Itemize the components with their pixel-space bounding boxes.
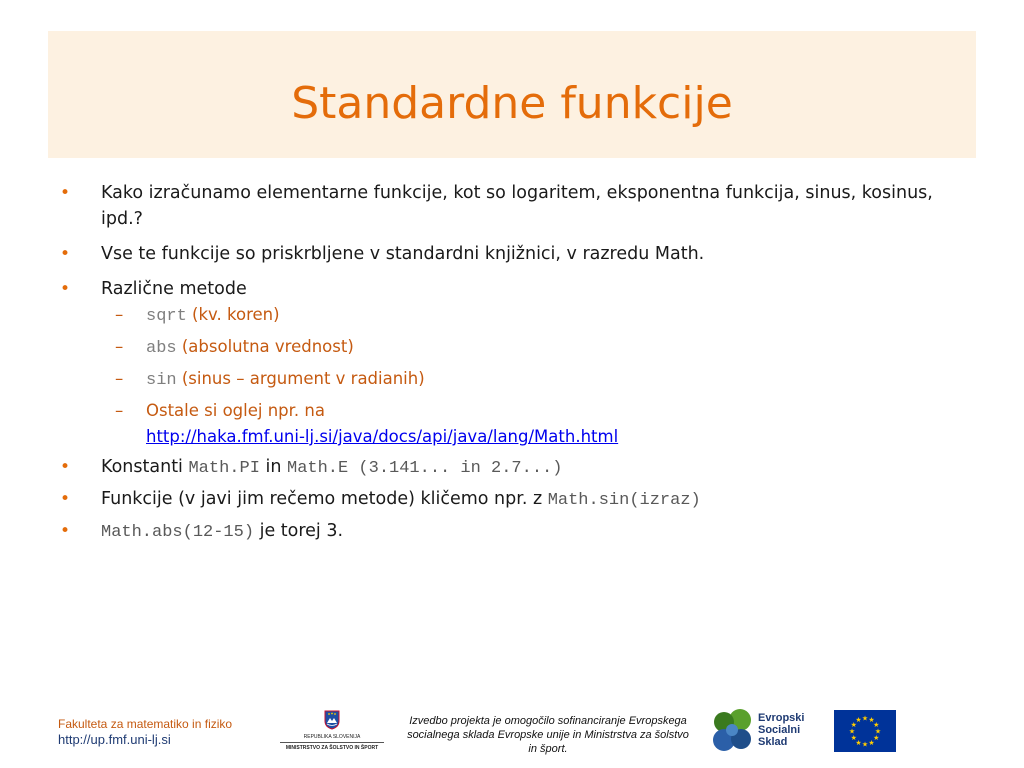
eu-star-icon: ★ xyxy=(861,741,869,749)
eu-star-icon: ★ xyxy=(873,735,880,742)
bullet-item xyxy=(60,518,980,546)
eu-star-icon: ★ xyxy=(861,715,869,723)
bullet-item xyxy=(60,241,980,267)
funding-notice: Izvedbo projekta je omogočilo sofinanciranje Evropskega socialnega sklada Evropske unije in Ministrstva za šolstvo in šport. xyxy=(407,715,689,755)
bullet-dot-icon: • xyxy=(60,521,71,541)
sub-bullet-item xyxy=(101,334,980,362)
sub-bullet-text: (absolutna vrednost) xyxy=(176,337,354,356)
bullet-dot-icon: • xyxy=(60,279,71,299)
math-docs-link[interactable]: http://haka.fmf.uni-lj.si/java/docs/api/java/lang/Math.html xyxy=(146,427,619,446)
dash-icon: – xyxy=(115,337,124,356)
bullet-text: Vse te funkcije so priskrbljene v standardni knjižnici, v razredu Math. xyxy=(101,244,705,264)
code-sin: sin xyxy=(146,371,177,390)
sub-bullet-list xyxy=(101,302,980,450)
bullet-text: Kako izračunamo elementarne funkcije, kot so logaritem, eksponentna funkcija, sinus, kosinus, ipd.? xyxy=(101,183,933,229)
slide-title: Standardne funkcije xyxy=(291,78,733,129)
sub-bullet-text: Ostale si oglej npr. na xyxy=(146,401,325,420)
ministry-line1: REPUBLIKA SLOVENIJA xyxy=(303,734,361,740)
bullet-text: Funkcije (v javi jim rečemo metode) kličemo npr. z xyxy=(101,489,548,509)
eu-star-icon: ★ xyxy=(874,728,882,736)
faculty-footer xyxy=(58,716,232,748)
bullet-list xyxy=(60,180,980,546)
code-abs: abs xyxy=(146,339,177,358)
bullet-dot-icon: • xyxy=(60,489,71,509)
bullet-item xyxy=(60,486,980,514)
bullet-text: Različne metode xyxy=(101,279,247,299)
dash-icon: – xyxy=(115,305,124,324)
ess-emblem-icon xyxy=(710,708,756,754)
bullet-dot-icon: • xyxy=(60,183,71,203)
dash-icon: – xyxy=(115,369,124,388)
bullet-dot-icon: • xyxy=(60,457,71,477)
dash-icon: – xyxy=(115,401,124,420)
bullet-text: Konstanti xyxy=(101,457,189,477)
faculty-name: Fakulteta za matematiko in fiziko xyxy=(58,717,233,731)
eu-star-icon: ★ xyxy=(848,728,856,736)
bullet-dot-icon: • xyxy=(60,244,71,264)
ministry-line2: MINISTRSTVO ZA ŠOLSTVO IN ŠPORT xyxy=(285,745,379,751)
bullet-item xyxy=(60,454,980,482)
eu-star-icon: ★ xyxy=(873,722,880,729)
ess-line1: Evropski xyxy=(758,712,805,724)
eu-star-icon: ★ xyxy=(850,735,857,742)
eu-flag-icon xyxy=(834,710,896,752)
sub-bullet-item xyxy=(101,398,980,450)
bullet-text: in xyxy=(259,457,287,477)
ess-line3: Sklad xyxy=(758,736,788,748)
eu-star-icon: ★ xyxy=(855,739,862,747)
code-math-sin: Math.sin(izraz) xyxy=(547,491,701,510)
ess-text xyxy=(758,712,804,748)
sub-bullet-text: (kv. koren) xyxy=(186,305,280,324)
code-math-pi: Math.PI xyxy=(188,459,260,478)
slovenia-crest-icon xyxy=(324,710,340,730)
ministry-logo xyxy=(280,710,384,755)
ministry-divider xyxy=(280,742,384,743)
eu-stars-icon xyxy=(834,710,896,752)
eu-star-icon: ★ xyxy=(868,739,875,747)
bullet-text: je torej 3. xyxy=(254,521,344,541)
bullet-item xyxy=(60,276,980,450)
sub-bullet-item xyxy=(101,302,980,330)
code-sqrt: sqrt xyxy=(146,307,187,326)
bullet-item xyxy=(60,180,980,232)
slide-content xyxy=(60,180,980,550)
eu-star-icon: ★ xyxy=(850,722,857,729)
code-math-abs: Math.abs(12-15) xyxy=(101,523,255,542)
eu-star-icon: ★ xyxy=(868,717,875,725)
ess-line2: Socialni xyxy=(758,724,801,736)
ess-logo xyxy=(710,708,814,754)
sub-bullet-item xyxy=(101,366,980,394)
code-math-e: Math.E (3.141... in 2.7...) xyxy=(287,459,563,478)
eu-star-icon: ★ xyxy=(855,717,862,725)
faculty-url[interactable]: http://up.fmf.uni-lj.si xyxy=(58,732,171,747)
sub-bullet-text: (sinus – argument v radianih) xyxy=(176,369,425,388)
